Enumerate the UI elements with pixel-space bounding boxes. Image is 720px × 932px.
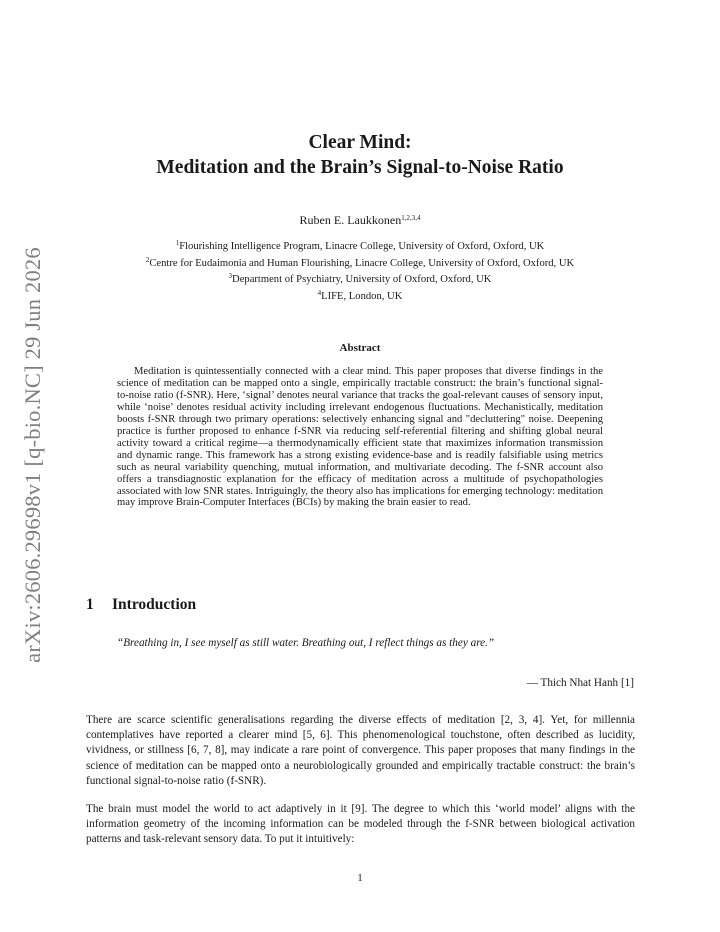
arxiv-identifier: arXiv:2606.29698v1 [q-bio.NC] 29 Jun 2026 xyxy=(20,247,45,663)
page-number: 1 xyxy=(357,872,363,884)
affiliation-4 xyxy=(60,291,660,302)
arxiv-side-stamp xyxy=(17,246,49,664)
epigraph-attribution: — Thich Nhat Hanh [1] xyxy=(526,677,634,689)
body-paragraph-2: The brain must model the world to act adaptively in it [9]. The degree to which this ‘world model’ aligns with the information geometry of the incoming information can be modeled through the f-SNR between biological activation patterns and task-relevant sensory data. To put it intuitively: xyxy=(86,803,635,846)
author-affiliation-marks: 1,2,3,4 xyxy=(401,214,421,222)
paper-title-line-1: Clear Mind: xyxy=(308,132,412,153)
section-heading-introduction xyxy=(86,596,196,614)
affiliation-mark: 4 xyxy=(317,289,322,297)
author-name: Ruben E. Laukkonen xyxy=(299,213,402,227)
epigraph-quote: “Breathing in, I see myself as still water. Breathing out, I reflect things as they are.” xyxy=(117,637,495,649)
section-number: 1 xyxy=(86,596,94,613)
abstract-heading: Abstract xyxy=(339,342,381,354)
affiliation-text: Flourishing Intelligence Program, Linacre College, University of Oxford, Oxford, UK xyxy=(179,241,545,252)
affiliation-3 xyxy=(60,274,660,285)
paper-title-line-2: Meditation and the Brain’s Signal-to-Noise Ratio xyxy=(156,157,564,178)
affiliation-mark: 1 xyxy=(175,239,180,247)
affiliation-mark: 3 xyxy=(228,272,233,280)
affiliation-2 xyxy=(60,258,660,269)
affiliation-text: Department of Psychiatry, University of Oxford, Oxford, UK xyxy=(232,274,492,285)
affiliation-mark: 2 xyxy=(145,256,150,264)
affiliation-text: LIFE, London, UK xyxy=(321,291,403,302)
section-title: Introduction xyxy=(112,596,197,613)
abstract-text: Meditation is quintessentially connected with a clear mind. This paper proposes that diverse findings in the science of meditation can be mapped onto a single, empirically tractable construct: the brain’s functional signal-to-noise ratio (f-SNR). Here, ‘signal’ denotes neural variance that tracks the goal-relevant causes of sensory input, while ‘noise’ denotes residual activity including irrelevant endogenous fluctuations. Mechanistically, meditation boosts f-SNR through two primary operations: selectively enhancing signal and "decluttering" noise. Deepening practice is further proposed to enhance f-SNR via reducing self-referential filtering and shifting global neural activity toward a critical regime—a thermodynamically efficient state that maximizes information transmission and dynamic range. This framework has a strong existing evidence-base and is readily falsifiable using metrics such as neural variability quenching, mutual information, and multivariate decoding. The f-SNR account also offers a transdiagnostic explanation for the efficacy of meditation across a multitude of psychopathologies associated with low SNR states. Intriguingly, the theory also has implications for emerging technology: meditation may improve Brain-Computer Interfaces (BCIs) by making the brain easier to read. xyxy=(117,366,603,509)
author-line xyxy=(60,213,660,228)
affiliation-1 xyxy=(60,241,660,252)
affiliation-text: Centre for Eudaimonia and Human Flourishing, Linacre College, University of Oxford, Oxford, UK xyxy=(149,258,575,269)
body-paragraph-1: There are scarce scientific generalisations regarding the diverse effects of meditation [2, 3, 4]. Yet, for millennia contemplatives have reported a clearer mind [5, 6]. This phenomenological touchstone, often described as lucidity, vividness, or stillness [6, 7, 8], may indicate a rare point of convergence. This paper proposes that many findings in the science of meditation can be mapped onto a neurobiologically grounded and empirically tractable construct: the brain’s functional signal-to-noise ratio (f-SNR). xyxy=(86,714,635,787)
